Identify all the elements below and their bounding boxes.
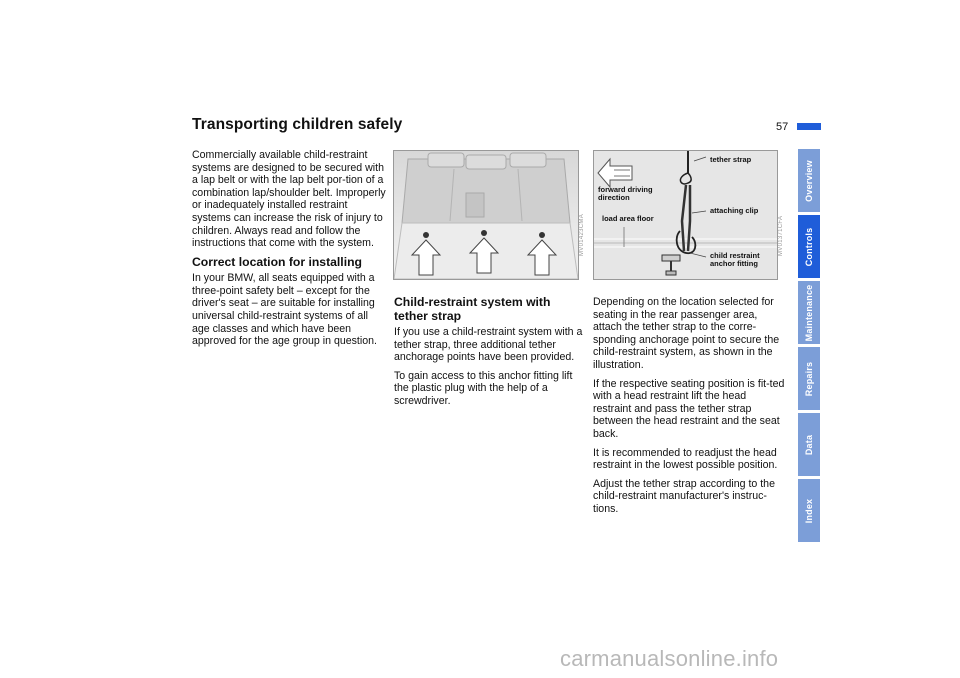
tab-maintenance-label: Maintenance	[804, 284, 814, 341]
figure-code-2: MV01371CFA	[778, 215, 784, 256]
section-heading-tether-strap: Child-restraint system with tether strap	[394, 295, 551, 323]
tab-data-label: Data	[804, 434, 814, 455]
tab-overview-label: Overview	[804, 159, 814, 202]
label-anchor-fitting: anchor fitting	[710, 259, 758, 268]
instructions-paragraph-1: Depending on the location selected for seating in the rear passenger area, attach the tether strap to the corre-sponding anchorage point to secure the child-restraint system, as shown in the illustration.	[593, 296, 780, 371]
tab-controls-label: Controls	[804, 227, 814, 266]
section-heading-correct-location: Correct location for installing	[192, 254, 362, 269]
anchor-points-photo	[393, 150, 579, 280]
tether-paragraph-2: To gain access to this anchor fitting lift the plastic plug with the help of a screwdriver.	[394, 369, 573, 407]
tab-controls[interactable]	[798, 215, 820, 278]
label-direction: direction	[598, 193, 630, 202]
page-number: 57	[776, 121, 789, 133]
label-tether-strap: tether strap	[710, 155, 752, 164]
label-attaching-clip: attaching clip	[710, 206, 759, 215]
column-2	[394, 296, 584, 414]
tab-repairs-label: Repairs	[804, 361, 814, 396]
correct-location-paragraph: In your BMW, all seats equipped with a three-point safety belt – except for the driver's seat – are suitable for installing universal child-restraint systems of all age classes and which have been approved for the age group in question.	[192, 272, 377, 348]
tether-paragraph-1: If you use a child-restraint system with a tether strap, three additional tether anchorage points have been provided.	[394, 326, 583, 364]
label-load-area-floor: load area floor	[602, 214, 654, 223]
column-3	[593, 296, 787, 522]
watermark: carmanualsonline.info	[560, 646, 779, 671]
tab-index-label: Index	[804, 498, 814, 523]
tab-index[interactable]	[798, 479, 820, 542]
tether-strap-diagram	[593, 150, 778, 280]
tab-overview[interactable]	[798, 149, 820, 212]
label-forward-driving: forward driving	[598, 185, 653, 194]
instructions-paragraph-4: Adjust the tether strap according to the child-restraint manufacturer's instruc-tions.	[593, 477, 775, 515]
page-marker	[797, 123, 821, 130]
tab-maintenance[interactable]	[798, 281, 820, 344]
tab-data[interactable]	[798, 413, 820, 476]
instructions-paragraph-3: It is recommended to readjust the head restraint in the lowest possible position.	[593, 446, 778, 472]
column-1	[192, 149, 388, 354]
figure-code-1: MV01423CMA	[579, 213, 585, 256]
label-child-restraint: child restraint	[710, 251, 760, 260]
section-tabs	[798, 149, 820, 545]
tab-repairs[interactable]	[798, 347, 820, 410]
instructions-paragraph-2: If the respective seating position is fit-ted with a head restraint lift the head restraint and pass the tether strap between the head restraint and the seat back.	[593, 377, 785, 440]
page-title: Transporting children safely	[192, 116, 403, 133]
intro-paragraph: Commercially available child-restraint systems are designed to be secured with a lap belt or with the lap belt por-tion of a combination lap/shoulder belt. Improperly or inadequately installed restraint systems can increase the risk of injury to children. Always read and follow the instructions that come with the system.	[192, 149, 386, 250]
